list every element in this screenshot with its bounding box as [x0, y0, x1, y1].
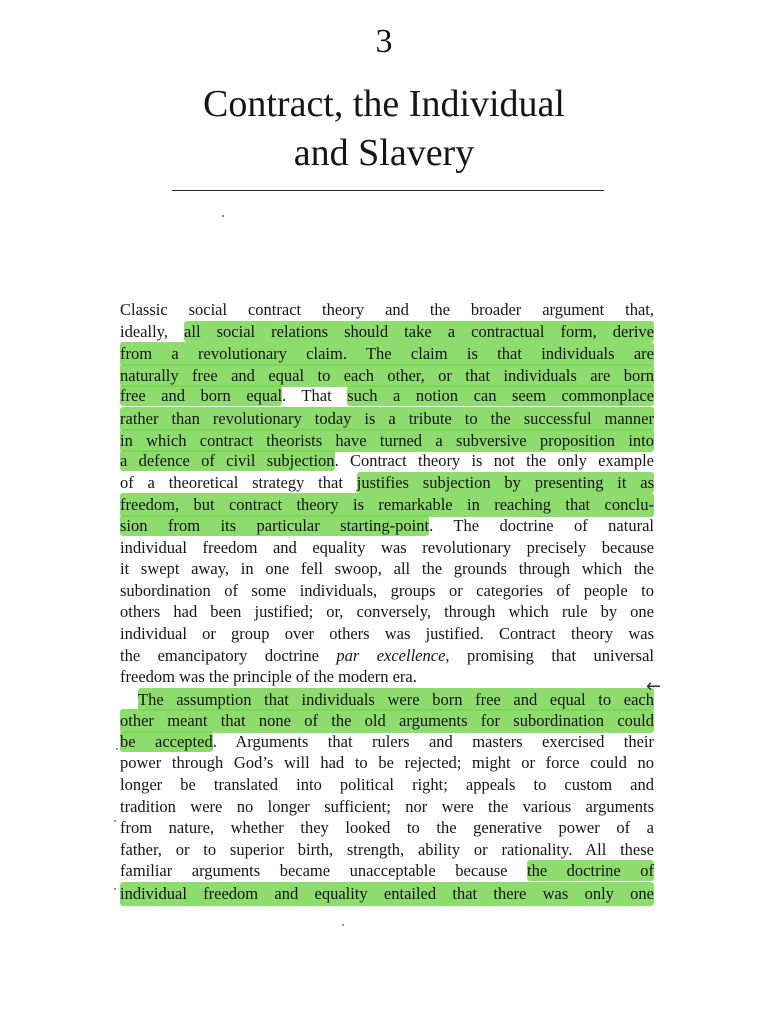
line-text: . That: [282, 386, 348, 406]
margin-dot: [116, 748, 118, 750]
highlighted-text: such a notion can seem commonplace: [347, 386, 654, 406]
chapter-number: 3: [375, 23, 393, 60]
highlighted-text: freedom, but contract theory is remarkable in reaching that conclu-: [120, 493, 654, 517]
text-line: [120, 407, 654, 429]
text-line: [120, 321, 654, 343]
chapter-title: [0, 80, 768, 178]
chapter-title-line-1: Contract, the Individual: [203, 83, 565, 125]
text-line: [120, 645, 654, 667]
text-line: [120, 299, 654, 321]
highlighted-text: the doctrine of: [526, 861, 654, 881]
highlighted-text: from a revolutionary claim. The claim is that individuals are: [120, 342, 654, 366]
highlighted-text: in which contract theorists have turned a subversive proposition into: [120, 429, 654, 453]
highlighted-text: be accepted: [120, 731, 213, 751]
line-text: others had been justified; or, conversely, through which rule by one: [120, 602, 654, 622]
text-line: [120, 385, 654, 407]
text-line: [120, 450, 654, 472]
text-line: [120, 752, 654, 774]
line-text: Classic social contract theory and the broader argument that,: [120, 300, 654, 319]
highlighted-text: other meant that none of the old arguments for subordination could: [120, 709, 654, 733]
line-text: individual or group over others was justified. Contract theory was: [120, 623, 654, 643]
text-line: [120, 839, 654, 861]
text-line: [120, 817, 654, 839]
text-line: [120, 364, 654, 386]
text-line: [120, 860, 654, 882]
line-text: . Contract theory is not the only example: [334, 451, 654, 471]
highlighted-text: sion from its particular starting-point: [120, 515, 430, 535]
chapter-title-line-2: and Slavery: [293, 132, 475, 174]
line-text: power through God’s will had to be rejected; might or force could no: [120, 753, 654, 773]
line-text: . The doctrine of natural: [429, 515, 654, 535]
text-line: [120, 515, 654, 537]
text-line: [120, 558, 654, 580]
margin-dot: [114, 888, 116, 890]
highlighted-text: rather than revolutionary today is a tribute to the successful manner: [120, 407, 654, 431]
scan-speck: [222, 215, 224, 217]
text-line: [120, 688, 654, 710]
text-line: [120, 601, 654, 623]
line-text: familiar arguments became unacceptable because: [120, 861, 527, 881]
text-line: [120, 731, 654, 753]
text-line: [120, 666, 654, 688]
text-line: [120, 580, 654, 602]
text-line: [120, 796, 654, 818]
margin-dot: [114, 820, 116, 822]
line-text: individual freedom and equality was revolutionary precisely because: [120, 537, 654, 557]
highlighted-text: naturally free and equal to each other, or that individuals are born: [120, 364, 654, 388]
line-text: from nature, whether they looked to the generative power of a: [120, 818, 654, 838]
highlighted-text: The assumption that individuals were born free and equal to each: [138, 688, 654, 712]
margin-arrow-mark: ←: [646, 676, 662, 697]
text-line: [120, 709, 654, 731]
line-text: freedom was the principle of the modern era.: [120, 667, 417, 687]
line-text: . Arguments that rulers and masters exercised their: [212, 731, 654, 751]
text-line: [120, 774, 654, 796]
title-rule: [172, 190, 604, 191]
line-text: father, or to superior birth, strength, ability or rationality. All these: [120, 839, 654, 859]
line-text: longer be translated into political right; appeals to custom and: [120, 775, 654, 795]
highlighted-text: justifies subjection by presenting it as: [356, 472, 655, 492]
text-line: [120, 429, 654, 451]
line-text: ideally,: [120, 321, 185, 341]
highlighted-text: a defence of civil subjection: [120, 451, 335, 471]
text-line: [120, 882, 654, 904]
line-text: tradition were no longer sufficient; nor were the various arguments: [120, 796, 654, 816]
line-text: it swept away, in one fell swoop, all the grounds through which the: [120, 559, 654, 579]
line-text: of a theoretical strategy that: [120, 472, 357, 492]
highlighted-text: all social relations should take a contractual form, derive: [184, 321, 655, 341]
highlighted-text: free and born equal: [120, 386, 283, 406]
body-text: [120, 299, 654, 904]
text-line: [120, 537, 654, 559]
line-text: subordination of some individuals, groups or categories of people to: [120, 580, 654, 600]
margin-dot: [342, 924, 344, 926]
line-text: , promising that universal: [445, 645, 654, 665]
italic-text: par excellence: [336, 645, 446, 665]
text-line: [120, 493, 654, 515]
highlighted-text: individual freedom and equality entailed that there was only one: [120, 882, 654, 906]
text-line: [120, 342, 654, 364]
line-text: the emancipatory doctrine: [120, 645, 337, 665]
text-line: [120, 472, 654, 494]
text-line: [120, 623, 654, 645]
